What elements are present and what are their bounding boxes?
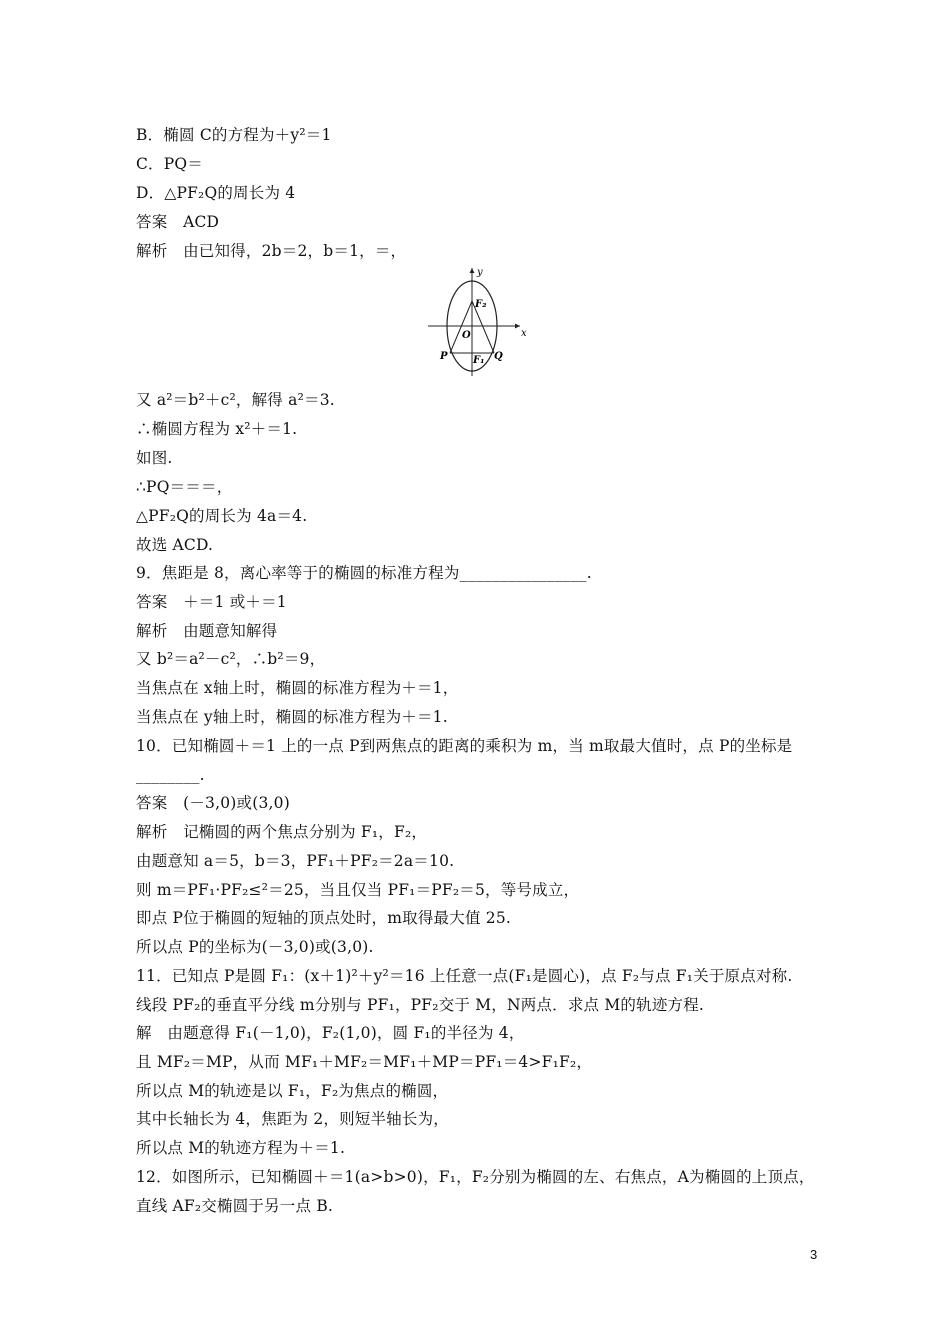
text-line: B．椭圆 C的方程为＋y²＝1 [136,126,332,144]
segment-pf2 [450,301,472,353]
text-line: ∴PQ＝＝＝， [136,478,233,496]
text-line: 所以点 P的坐标为(－3,0)或(3,0). [136,938,374,956]
text-line: 解析 由题意知解得 [136,622,278,640]
text-line: 解 由题意得 F₁(－1,0)，F₂(1,0)，圆 F₁的半径为 4， [136,1024,525,1042]
text-line: 又 b²＝a²－c²，∴b²＝9， [136,650,326,668]
text-line: 解析 由已知得，2b＝2，b＝1，＝， [136,242,407,260]
label-p: P [440,351,448,362]
text-line: 且 MF₂＝MP，从而 MF₁＋MF₂＝MF₁＋MP＝PF₁＝4>F₁F₂， [136,1053,593,1071]
page-number: 3 [810,1247,818,1262]
label-y: y [477,267,483,278]
text-line: 又 a²＝b²＋c²，解得 a²＝3. [136,391,335,409]
text-line: 所以点 M的轨迹方程为＋＝1. [136,1139,346,1157]
text-line: C．PQ＝ [136,155,203,173]
label-f1: F₁ [473,355,485,366]
text-line: 答案 ACD [136,213,220,231]
label-x: x [521,328,527,339]
label-f2: F₂ [475,299,487,310]
text-line: 直线 AF₂交椭圆于另一点 B. [136,1197,334,1215]
text-line: 当焦点在 y轴上时，椭圆的标准方程为＋＝1. [136,708,448,726]
text-line: D．△PF₂Q的周长为 4 [136,184,296,202]
text-line: 12．如图所示，已知椭圆＋＝1(a>b>0)，F₁，F₂分别为椭圆的左、右焦点，A为椭圆的上顶点， [136,1168,815,1186]
x-axis-arrow [515,324,520,329]
ellipse-figure [420,263,535,378]
text-line: 则 m＝PF₁·PF₂≤²＝25，当且仅当 PF₁＝PF₂＝5，等号成立， [136,881,580,899]
text-line: △PF₂Q的周长为 4a＝4. [136,507,308,525]
text-line: 10．已知椭圆＋＝1 上的一点 P到两焦点的距离的乘积为 m，当 m取最大值时，点 P的坐标是 [136,737,793,755]
text-line: 当焦点在 x轴上时，椭圆的标准方程为＋＝1， [136,679,459,697]
text-line: 11．已知点 P是圆 F₁：(x＋1)²＋y²＝16 上任意一点(F₁是圆心)，点 F₂与点 F₁关于原点对称. [136,967,793,985]
text-line: 所以点 M的轨迹是以 F₁，F₂为焦点的椭圆， [136,1082,449,1100]
y-axis-arrow [470,268,475,273]
text-line: 即点 P位于椭圆的短轴的顶点处时，m取得最大值 25. [136,909,512,927]
text-line: 答案 (－3,0)或(3,0) [136,794,290,812]
text-line: 如图. [136,449,173,467]
text-line: 由题意知 a＝5，b＝3，PF₁＋PF₂＝2a＝10. [136,852,455,870]
text-line: ________. [136,766,205,784]
text-line: 答案 ＋＝1 或＋＝1 [136,593,287,611]
text-line: ∴椭圆方程为 x²＋＝1. [136,420,298,438]
text-line: 9．焦距是 8，离心率等于的椭圆的标准方程为________________. [136,564,592,582]
text-line: 线段 PF₂的垂直平分线 m分别与 PF₁，PF₂交于 M，N两点．求点 M的轨迹方程. [136,996,705,1014]
text-line: 故选 ACD. [136,536,214,554]
text-line: 其中长轴长为 4，焦距为 2，则短半轴长为， [136,1110,449,1128]
label-o: O [462,330,471,341]
label-q: Q [494,351,503,362]
text-line: 解析 记椭圆的两个焦点分别为 F₁，F₂， [136,823,428,841]
